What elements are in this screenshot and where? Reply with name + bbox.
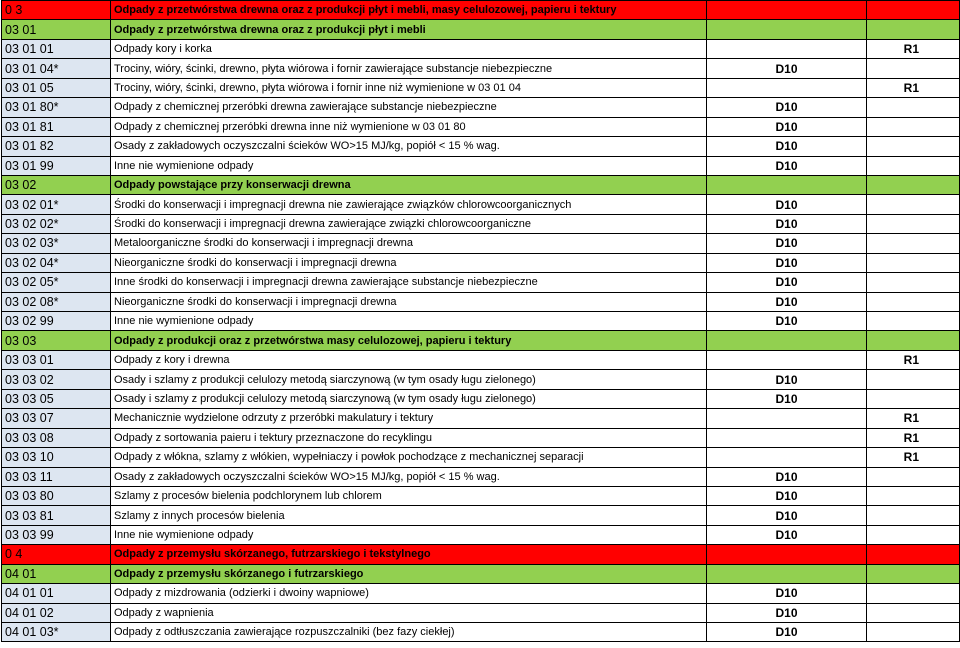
waste-table — [1, 0, 960, 642]
d10-cell — [707, 20, 867, 39]
r1-cell: R1 — [867, 350, 960, 369]
waste-code-cell: 03 01 81 — [2, 117, 111, 136]
table-row — [2, 39, 960, 58]
r1-cell: R1 — [867, 428, 960, 447]
table-row — [2, 448, 960, 467]
waste-description-cell: Odpady z przetwórstwa drewna oraz z produkcji płyt i mebli, masy celulozowej, papieru i tektury — [111, 1, 707, 20]
waste-description-cell: Odpady powstające przy konserwacji drewna — [111, 175, 707, 194]
waste-code-cell: 03 02 08* — [2, 292, 111, 311]
table-row — [2, 312, 960, 331]
waste-description-cell: Osady i szlamy z produkcji celulozy metodą siarczynową (w tym osady ługu zielonego) — [111, 370, 707, 389]
r1-cell — [867, 195, 960, 214]
waste-description-cell: Odpady z włókna, szlamy z włókien, wypełniaczy i powłok pochodzące z mechanicznej separacji — [111, 448, 707, 467]
waste-description-cell: Nieorganiczne środki do konserwacji i impregnacji drewna — [111, 292, 707, 311]
r1-cell — [867, 623, 960, 642]
waste-description-cell: Inne nie wymienione odpady — [111, 312, 707, 331]
d10-cell: D10 — [707, 234, 867, 253]
waste-code-cell: 03 01 01 — [2, 39, 111, 58]
table-row — [2, 1, 960, 20]
waste-description-cell: Odpady z mizdrowania (odzierki i dwoiny wapniowe) — [111, 584, 707, 603]
d10-cell — [707, 409, 867, 428]
table-row — [2, 214, 960, 233]
r1-cell: R1 — [867, 448, 960, 467]
table-row — [2, 486, 960, 505]
r1-cell — [867, 564, 960, 583]
d10-cell — [707, 350, 867, 369]
r1-cell — [867, 467, 960, 486]
waste-code-cell: 0 4 — [2, 545, 111, 564]
waste-code-cell: 03 01 82 — [2, 137, 111, 156]
r1-cell: R1 — [867, 409, 960, 428]
table-row — [2, 234, 960, 253]
d10-cell — [707, 1, 867, 20]
r1-cell — [867, 59, 960, 78]
waste-code-cell: 0 3 — [2, 1, 111, 20]
waste-description-cell: Odpady z przetwórstwa drewna oraz z produkcji płyt i mebli — [111, 20, 707, 39]
waste-description-cell: Odpady z przemysłu skórzanego, futrzarskiego i tekstylnego — [111, 545, 707, 564]
table-row — [2, 117, 960, 136]
r1-cell — [867, 331, 960, 350]
d10-cell — [707, 545, 867, 564]
r1-cell — [867, 156, 960, 175]
table-row — [2, 467, 960, 486]
waste-code-cell: 03 01 05 — [2, 78, 111, 97]
waste-description-cell: Osady z zakładowych oczyszczalni ścieków WO>15 MJ/kg, popiół < 15 % wag. — [111, 467, 707, 486]
table-row — [2, 409, 960, 428]
r1-cell: R1 — [867, 78, 960, 97]
waste-code-cell: 03 02 05* — [2, 273, 111, 292]
waste-table-body — [2, 1, 960, 642]
d10-cell: D10 — [707, 273, 867, 292]
d10-cell — [707, 331, 867, 350]
r1-cell — [867, 1, 960, 20]
d10-cell: D10 — [707, 292, 867, 311]
d10-cell: D10 — [707, 253, 867, 272]
table-row — [2, 175, 960, 194]
waste-description-cell: Środki do konserwacji i impregnacji drewna zawierające związki chlorowcoorganiczne — [111, 214, 707, 233]
d10-cell: D10 — [707, 59, 867, 78]
waste-description-cell: Metaloorganiczne środki do konserwacji i impregnacji drewna — [111, 234, 707, 253]
d10-cell — [707, 78, 867, 97]
d10-cell: D10 — [707, 214, 867, 233]
table-row — [2, 584, 960, 603]
d10-cell: D10 — [707, 370, 867, 389]
table-row — [2, 331, 960, 350]
waste-description-cell: Osady i szlamy z produkcji celulozy metodą siarczynową (w tym osady ługu zielonego) — [111, 389, 707, 408]
waste-code-cell: 03 03 08 — [2, 428, 111, 447]
waste-code-cell: 03 01 04* — [2, 59, 111, 78]
waste-code-cell: 03 01 99 — [2, 156, 111, 175]
d10-cell: D10 — [707, 137, 867, 156]
table-row — [2, 292, 960, 311]
table-row — [2, 98, 960, 117]
waste-description-cell: Inne nie wymienione odpady — [111, 525, 707, 544]
table-row — [2, 78, 960, 97]
table-row — [2, 564, 960, 583]
waste-code-cell: 04 01 02 — [2, 603, 111, 622]
table-row — [2, 273, 960, 292]
waste-code-cell: 03 02 99 — [2, 312, 111, 331]
d10-cell — [707, 448, 867, 467]
r1-cell — [867, 137, 960, 156]
waste-description-cell: Osady z zakładowych oczyszczalni ścieków WO>15 MJ/kg, popiół < 15 % wag. — [111, 137, 707, 156]
table-row — [2, 525, 960, 544]
waste-code-cell: 04 01 03* — [2, 623, 111, 642]
waste-code-cell: 04 01 — [2, 564, 111, 583]
waste-code-cell: 03 03 05 — [2, 389, 111, 408]
waste-description-cell: Odpady z sortowania paieru i tektury przeznaczone do recyklingu — [111, 428, 707, 447]
waste-description-cell: Trociny, wióry, ścinki, drewno, płyta wiórowa i fornir inne niż wymienione w 03 01 04 — [111, 78, 707, 97]
waste-code-cell: 03 02 — [2, 175, 111, 194]
waste-description-cell: Mechanicznie wydzielone odrzuty z przeróbki makulatury i tektury — [111, 409, 707, 428]
d10-cell: D10 — [707, 98, 867, 117]
waste-code-cell: 03 03 02 — [2, 370, 111, 389]
waste-code-cell: 03 02 04* — [2, 253, 111, 272]
table-row — [2, 623, 960, 642]
table-row — [2, 253, 960, 272]
table-row — [2, 428, 960, 447]
waste-description-cell: Odpady z chemicznej przeróbki drewna inne niż wymienione w 03 01 80 — [111, 117, 707, 136]
r1-cell — [867, 253, 960, 272]
waste-description-cell: Szlamy z procesów bielenia podchlorynem lub chlorem — [111, 486, 707, 505]
waste-description-cell: Odpady z odtłuszczania zawierające rozpuszczalniki (bez fazy ciekłej) — [111, 623, 707, 642]
waste-description-cell: Odpady z produkcji oraz z przetwórstwa masy celulozowej, papieru i tektury — [111, 331, 707, 350]
table-row — [2, 156, 960, 175]
r1-cell — [867, 234, 960, 253]
d10-cell — [707, 428, 867, 447]
waste-code-cell: 03 03 01 — [2, 350, 111, 369]
table-row — [2, 370, 960, 389]
waste-description-cell: Odpady z chemicznej przeróbki drewna zawierające substancje niebezpieczne — [111, 98, 707, 117]
d10-cell: D10 — [707, 312, 867, 331]
waste-description-cell: Odpady z kory i drewna — [111, 350, 707, 369]
d10-cell: D10 — [707, 389, 867, 408]
waste-description-cell: Środki do konserwacji i impregnacji drewna nie zawierające związków chlorowcoorganicznych — [111, 195, 707, 214]
waste-description-cell: Inne nie wymienione odpady — [111, 156, 707, 175]
r1-cell — [867, 117, 960, 136]
waste-description-cell: Odpady kory i korka — [111, 39, 707, 58]
waste-code-cell: 03 03 99 — [2, 525, 111, 544]
waste-code-cell: 03 03 07 — [2, 409, 111, 428]
waste-description-cell: Inne środki do konserwacji i impregnacji drewna zawierające substancje niebezpieczne — [111, 273, 707, 292]
r1-cell — [867, 525, 960, 544]
table-row — [2, 389, 960, 408]
r1-cell — [867, 389, 960, 408]
waste-code-cell: 03 03 11 — [2, 467, 111, 486]
r1-cell — [867, 214, 960, 233]
waste-code-cell: 03 01 80* — [2, 98, 111, 117]
waste-code-cell: 03 02 03* — [2, 234, 111, 253]
waste-description-cell: Trociny, wióry, ścinki, drewno, płyta wiórowa i fornir zawierające substancje niebezpieczne — [111, 59, 707, 78]
r1-cell — [867, 545, 960, 564]
r1-cell — [867, 312, 960, 331]
table-row — [2, 506, 960, 525]
d10-cell: D10 — [707, 195, 867, 214]
d10-cell: D10 — [707, 486, 867, 505]
waste-description-cell: Szlamy z innych procesów bielenia — [111, 506, 707, 525]
waste-code-cell: 03 03 80 — [2, 486, 111, 505]
waste-code-cell: 03 03 10 — [2, 448, 111, 467]
d10-cell: D10 — [707, 467, 867, 486]
d10-cell: D10 — [707, 623, 867, 642]
waste-code-cell: 03 01 — [2, 20, 111, 39]
d10-cell: D10 — [707, 506, 867, 525]
table-row — [2, 59, 960, 78]
d10-cell — [707, 175, 867, 194]
waste-code-cell: 03 03 — [2, 331, 111, 350]
waste-description-cell: Odpady z przemysłu skórzanego i futrzarskiego — [111, 564, 707, 583]
r1-cell — [867, 273, 960, 292]
table-row — [2, 137, 960, 156]
d10-cell — [707, 564, 867, 583]
r1-cell — [867, 584, 960, 603]
table-row — [2, 195, 960, 214]
waste-code-cell: 04 01 01 — [2, 584, 111, 603]
r1-cell — [867, 98, 960, 117]
table-row — [2, 545, 960, 564]
waste-code-cell: 03 02 01* — [2, 195, 111, 214]
r1-cell — [867, 20, 960, 39]
d10-cell: D10 — [707, 603, 867, 622]
d10-cell: D10 — [707, 156, 867, 175]
waste-description-cell: Odpady z wapnienia — [111, 603, 707, 622]
d10-cell: D10 — [707, 117, 867, 136]
r1-cell — [867, 603, 960, 622]
waste-description-cell: Nieorganiczne środki do konserwacji i impregnacji drewna — [111, 253, 707, 272]
r1-cell — [867, 370, 960, 389]
table-row — [2, 350, 960, 369]
table-row — [2, 603, 960, 622]
r1-cell — [867, 175, 960, 194]
r1-cell: R1 — [867, 39, 960, 58]
d10-cell: D10 — [707, 525, 867, 544]
waste-code-cell: 03 03 81 — [2, 506, 111, 525]
r1-cell — [867, 292, 960, 311]
waste-code-cell: 03 02 02* — [2, 214, 111, 233]
table-row — [2, 20, 960, 39]
d10-cell — [707, 39, 867, 58]
d10-cell: D10 — [707, 584, 867, 603]
r1-cell — [867, 506, 960, 525]
r1-cell — [867, 486, 960, 505]
